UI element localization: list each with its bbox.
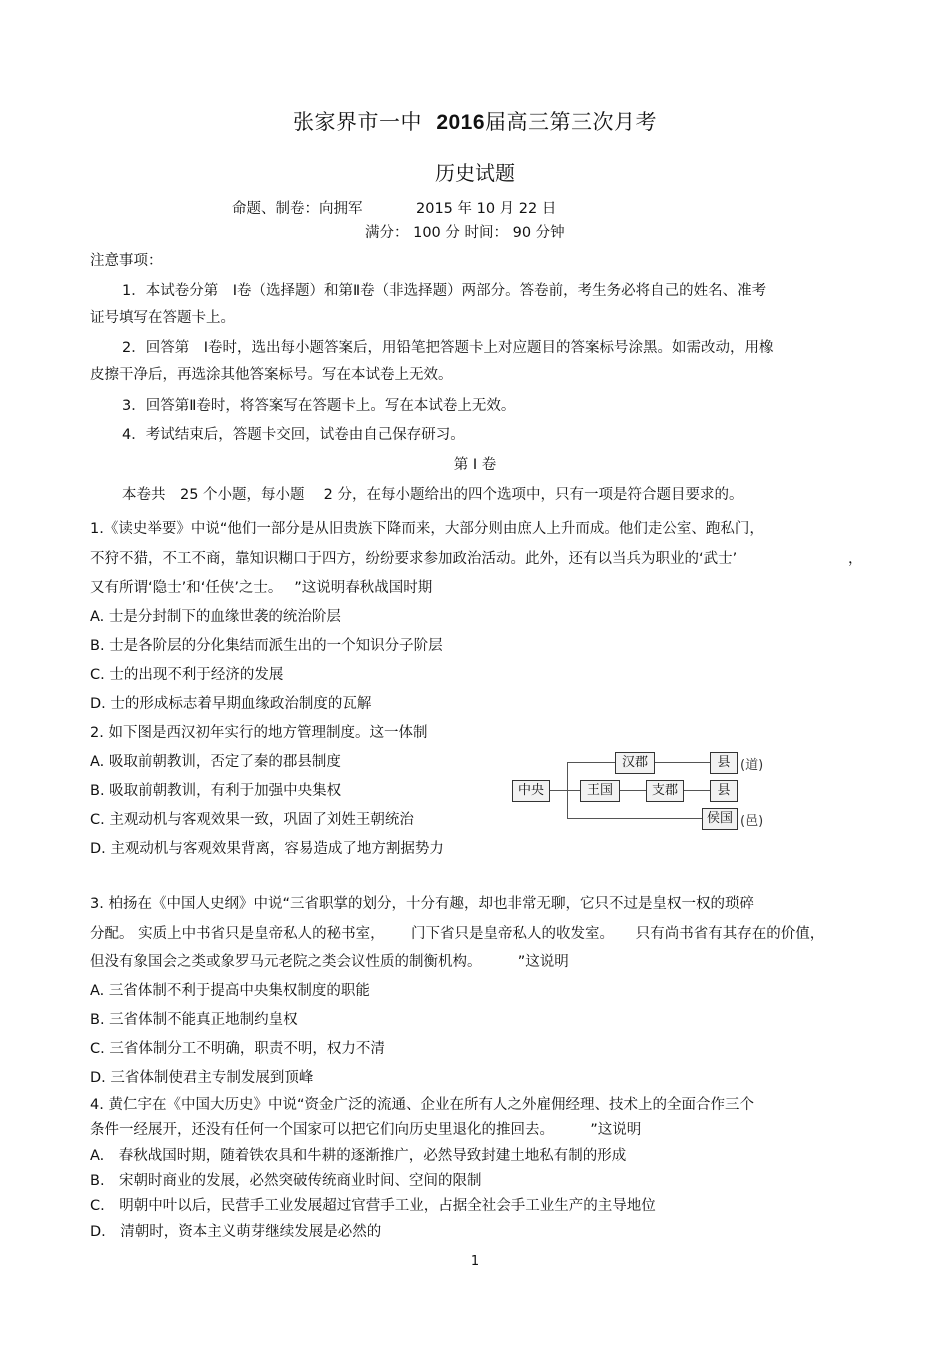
- q4-option-a: A. 春秋战国时期，随着铁农具和牛耕的逐渐推广，必然导致封建土地私有制的形成: [90, 1148, 627, 1164]
- exam-subtitle: 历史试题: [435, 161, 515, 185]
- box-houguo: 侯国: [702, 808, 738, 830]
- q2-option-a: A. 吸取前朝教训，否定了秦的郡县制度: [90, 754, 341, 770]
- connector-hanjun-xian: [654, 762, 710, 763]
- note-yi: (邑): [740, 814, 764, 829]
- q4-option-d: D. 清朝时，资本主义萌芽继续发展是必然的: [90, 1224, 382, 1240]
- section-title: 第 Ⅰ 卷: [453, 457, 497, 473]
- connector-to-houguo: [567, 818, 702, 819]
- q4-option-b: B. 宋朝时商业的发展，必然突破传统商业时间、空间的限制: [90, 1173, 482, 1189]
- q2-option-c: C. 主观动机与客观效果一致，巩固了刘姓王朝统治: [90, 812, 414, 828]
- connector-wangguo-zhijun: [618, 790, 646, 791]
- note-4: 4．考试结束后，答题卡交回，试卷由自己保存研习。: [122, 427, 465, 443]
- q3-option-b: B. 三省体制不能真正地制约皇权: [90, 1012, 298, 1028]
- section-intro: 本卷共 25 个小题，每小题 2 分，在每小题给出的四个选项中，只有一项是符合题目要求的。: [122, 487, 744, 503]
- note-1b: 证号填写在答题卡上。: [90, 310, 235, 326]
- box-xian-1: 县: [710, 752, 738, 774]
- q3-stem-line2: 分配。 实质上中书省只是皇帝私人的秘书室， 门下省只是皇帝私人的收发室。 只有尚书省有其存在的价值，: [90, 926, 825, 942]
- q4-stem-line2: 条件一经展开，还没有任何一个国家可以把它们向历史里退化的推回去。 ”这说明: [90, 1122, 642, 1138]
- q1-option-b: B. 士是各阶层的分化集结而派生出的一个知识分子阶层: [90, 638, 443, 654]
- connector-to-wangguo: [567, 790, 580, 791]
- box-center: 中央: [512, 780, 550, 802]
- q2-option-b: B. 吸取前朝教训，有利于加强中央集权: [90, 783, 342, 799]
- notes-heading: 注意事项：: [90, 253, 163, 269]
- q3-option-c: C. 三省体制分工不明确，职责不明，权力不清: [90, 1041, 385, 1057]
- q2-option-d: D. 主观动机与客观效果背离，容易造成了地方割据势力: [90, 841, 444, 857]
- note-3: 3．回答第Ⅱ卷时，将答案写在答题卡上。写在本试卷上无效。: [122, 398, 516, 414]
- q3-option-d: D. 三省体制使君主专制发展到顶峰: [90, 1070, 314, 1086]
- connector-center-trunk: [550, 790, 568, 791]
- box-hanjun: 汉郡: [615, 752, 655, 774]
- title-school: 张家界市一中: [292, 110, 422, 134]
- q3-stem-line3: 但没有象国会之类或象罗马元老院之类会议性质的制衡机构。 ”这说明: [90, 954, 569, 970]
- exam-title: [0, 106, 950, 136]
- note-dao: (道): [740, 758, 764, 773]
- note-1a: 1．本试卷分第 Ⅰ卷（选择题）和第Ⅱ卷（非选择题）两部分。答卷前，考生务必将自己的姓名、准考: [122, 283, 767, 299]
- q1-stem-line2: 不狩不猎，不工不商，靠知识糊口于四方，纷纷要求参加政治活动。此外，还有以当兵为职业的‘武士’: [90, 551, 738, 567]
- box-wangguo: 王国: [580, 780, 620, 802]
- note-2a: 2．回答第 Ⅰ卷时，选出每小题答案后，用铅笔把答题卡上对应题目的答案标号涂黑。如需改动，用橡: [122, 340, 774, 356]
- connector-zhijun-xian: [682, 790, 710, 791]
- q1-option-a: A. 士是分封制下的血缘世袭的统治阶层: [90, 609, 341, 625]
- q1-option-d: D. 士的形成标志着早期血缘政治制度的瓦解: [90, 696, 372, 712]
- q1-option-c: C. 士的出现不利于经济的发展: [90, 667, 284, 683]
- page-number: 1: [470, 1254, 480, 1269]
- meta-score: 满分： 100 分 时间： 90 分钟: [365, 225, 565, 241]
- q3-option-a: A. 三省体制不利于提高中央集权制度的职能: [90, 983, 370, 999]
- administration-diagram: [510, 748, 770, 832]
- q2-stem: 2. 如下图是西汉初年实行的地方管理制度。这一体制: [90, 725, 428, 741]
- q1-stem-line3: 又有所谓‘隐士’和‘任侠’之士。 ”这说明春秋战国时期: [90, 580, 433, 596]
- note-2b: 皮擦干净后，再选涂其他答案标号。写在本试卷上无效。: [90, 367, 453, 383]
- q4-stem-line1: 4. 黄仁宇在《中国大历史》中说“资金广泛的流通、企业在所有人之外雇佣经理、技术上的全面合作三个: [90, 1097, 754, 1113]
- q3-stem-line1: 3. 柏扬在《中国人史纲》中说“三省职掌的划分，十分有趣，却也非常无聊，它只不过是皇权一权的琐碎: [90, 896, 754, 912]
- box-xian-2: 县: [710, 780, 738, 802]
- q1-stem-line2-end: ，: [848, 551, 863, 567]
- title-rest: 届高三第三次月考: [485, 110, 658, 134]
- q1-stem-line1: 1.《读史举要》中说“他们一部分是从旧贵族下降而来，大部分则由庶人上升而成。他们走公室、跑私门，: [90, 521, 764, 537]
- meta-author: 命题、制卷：向拥军: [232, 201, 363, 217]
- connector-to-hanjun: [567, 762, 615, 763]
- title-year: 2016: [436, 111, 486, 134]
- meta-date: 2015 年 10 月 22 日: [416, 201, 557, 217]
- q4-option-c: C. 明朝中叶以后，民营手工业发展超过官营手工业，占据全社会手工业生产的主导地位: [90, 1198, 656, 1214]
- box-zhijun: 支郡: [646, 780, 684, 802]
